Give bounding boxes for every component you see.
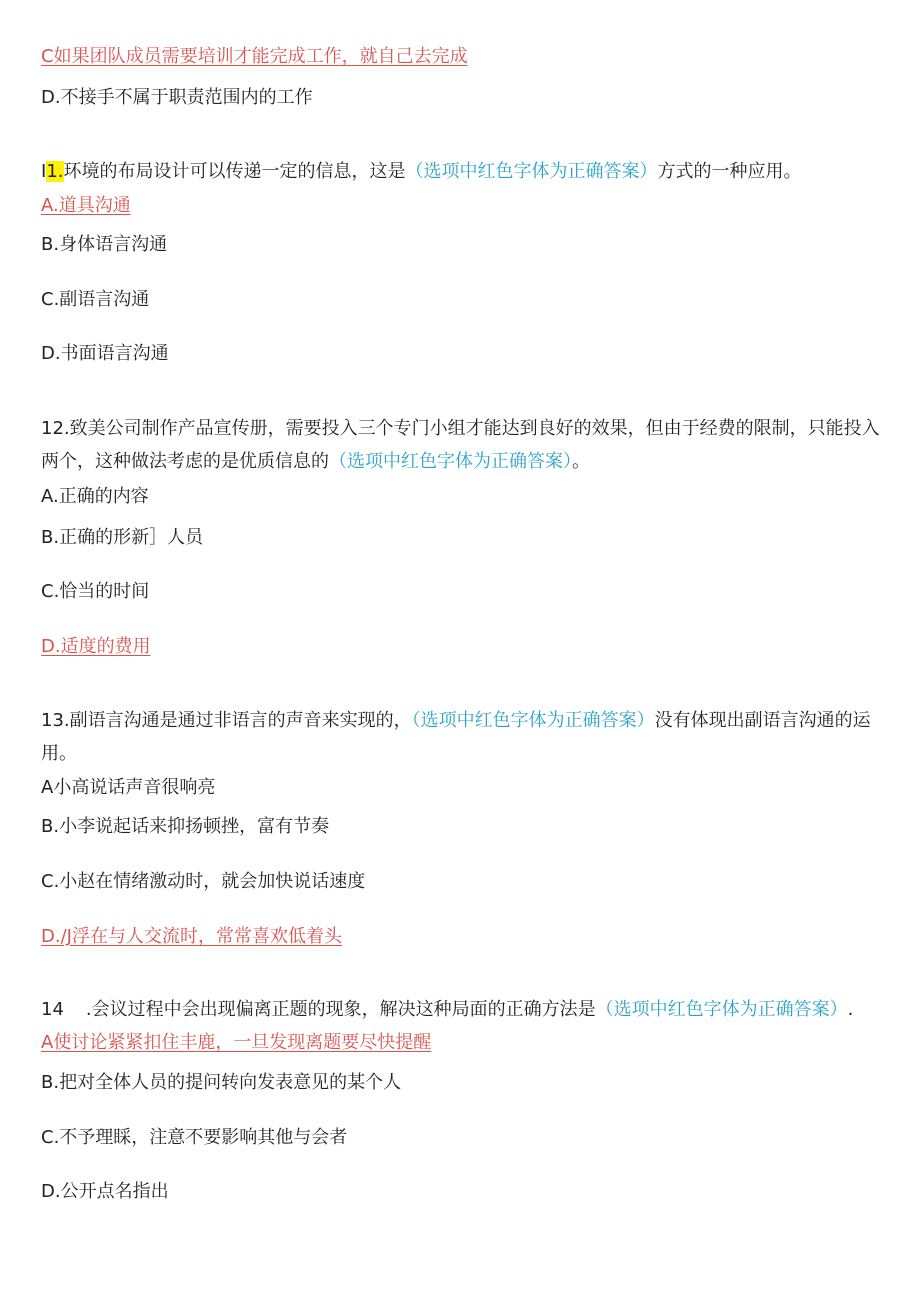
- q14-option-d: D.公开点名指出: [41, 1181, 169, 1202]
- q13-option-b: B.小李说起话来抑扬顿挫，富有节奏: [41, 816, 330, 837]
- q11-prefix: I: [41, 161, 47, 182]
- q14-number: 14: [41, 999, 64, 1020]
- q14-hint: （选项中红色字体为正确答案）: [595, 999, 848, 1020]
- q14-option-a: A使讨论紧紧扣住丰鹿，一旦发现离题要尽快提醒: [41, 1032, 432, 1053]
- q11-stem: [41, 160, 802, 184]
- q13-option-a: A小高说话声音很响亮: [41, 777, 216, 798]
- q14-option-c: C.不予理睬，注意不要影响其他与会者: [41, 1127, 348, 1148]
- q11-stem-before: 环境的布局设计可以传递一定的信息，这是: [63, 161, 406, 182]
- q11-option-c: C.副语言沟通: [41, 289, 150, 310]
- q10-option-c: C如果团队成员需要培训才能完成工作，就自己去完成: [41, 46, 468, 67]
- q10-option-d: D.不接手不属于职责范围内的工作: [41, 87, 313, 108]
- q12-option-d: D.适度的费用: [41, 636, 151, 657]
- q13-stem-after: 没有体现出副语言沟通的运用。: [41, 710, 871, 764]
- q14-stem-before: .会议过程中会出现偏离正题的现象，解决这种局面的正确方法是: [85, 999, 596, 1020]
- q12-option-b: B.正确的形新］人员: [41, 527, 204, 548]
- q12-stem-before: 12.致美公司制作产品宣传册，需要投入三个专门小组才能达到良好的效果，但由于经费的限制，只能投入两个，这种做法考虑的是优质信息的: [41, 418, 880, 472]
- q12-option-c: C.恰当的时间: [41, 581, 150, 602]
- q11-number-highlight: 1.: [46, 161, 64, 182]
- q13-option-d: D./J浮在与人交流时，常常喜欢低着头: [41, 926, 342, 947]
- q14-stem-after: .: [847, 999, 854, 1020]
- q11-option-d: D.书面语言沟通: [41, 343, 169, 364]
- q13-stem: [41, 704, 881, 770]
- q13-hint: （选项中红色字体为正确答案）: [411, 710, 655, 731]
- q12-option-a: A.正确的内容: [41, 486, 149, 507]
- q14-option-b: B.把对全体人员的提问转向发表意见的某个人: [41, 1072, 402, 1093]
- q13-option-c: C.小赵在情绪激动时，就会加快说话速度: [41, 871, 366, 892]
- q11-option-a: A.道具沟通: [41, 195, 131, 216]
- q12-hint: （选项中红色字体为正确答案）: [329, 451, 572, 472]
- q12-stem: [41, 412, 881, 478]
- q11-stem-after: 方式的一种应用。: [657, 161, 802, 182]
- q12-stem-after: 。: [572, 451, 590, 472]
- q11-option-b: B.身体语言沟通: [41, 234, 168, 255]
- q13-stem-before: 13.副语言沟通是通过非语言的声音来实现的，: [41, 710, 412, 731]
- q14-stem: [41, 998, 853, 1022]
- q11-hint: （选项中红色字体为正确答案）: [405, 161, 658, 182]
